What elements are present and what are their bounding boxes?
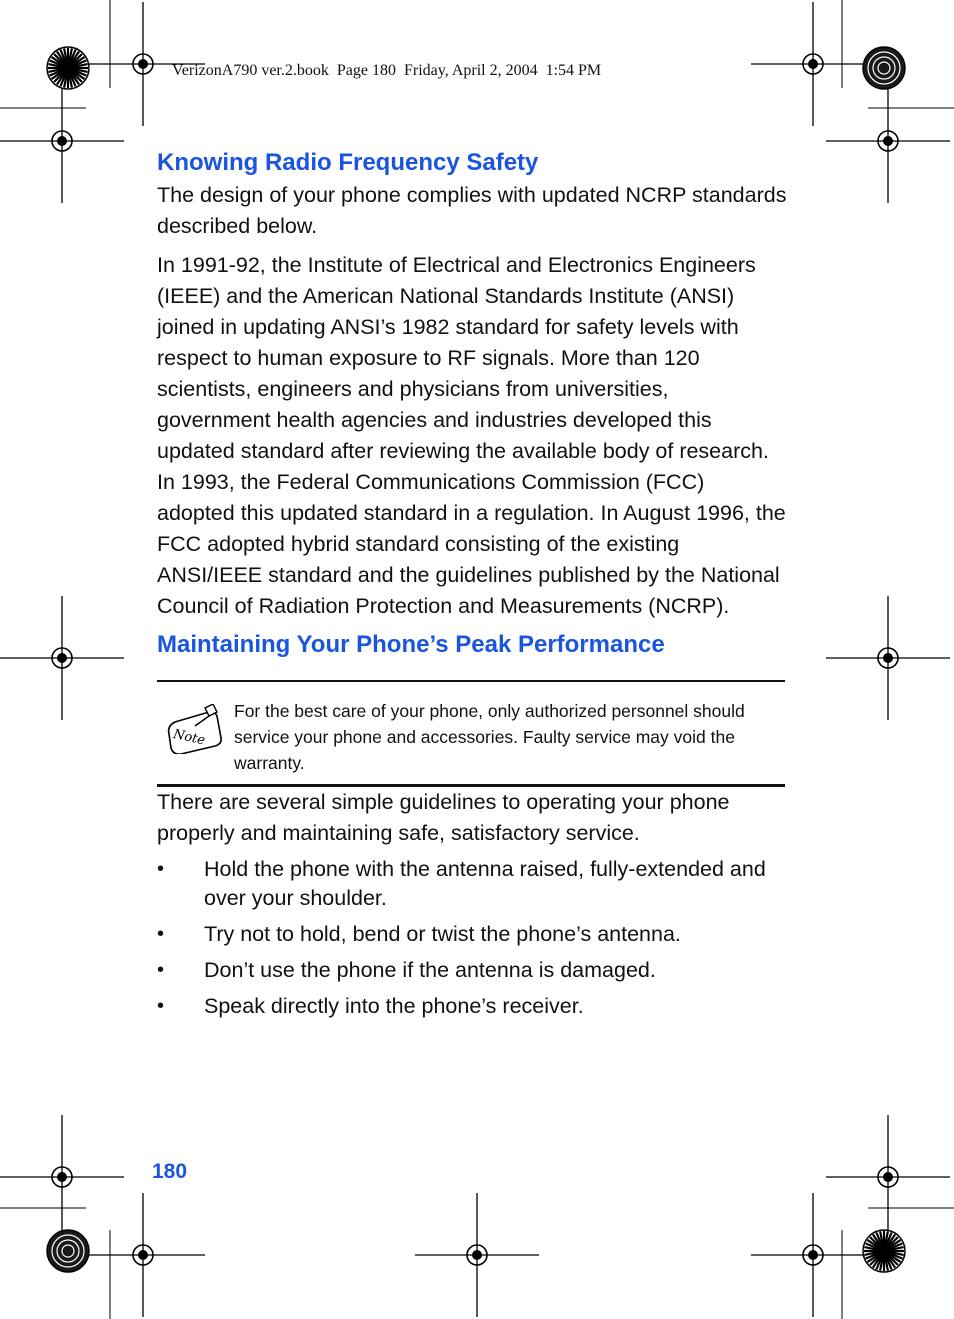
note-pencil-icon — [165, 704, 223, 754]
note-box — [157, 680, 785, 787]
list-item — [157, 992, 787, 1021]
list-item-text: Don’t use the phone if the antenna is damaged. — [204, 958, 656, 982]
guideline-list — [157, 855, 787, 1021]
page-content — [157, 146, 787, 1028]
list-item-text: Try not to hold, bend or twist the phone’s antenna. — [204, 922, 681, 946]
note-icon-label: Note — [171, 726, 207, 749]
performance-intro: There are several simple guidelines to operating your phone properly and maintaining safe, satisfactory service. — [157, 790, 730, 845]
list-item — [157, 956, 787, 985]
bullet: • — [157, 858, 165, 880]
note-text: For the best care of your phone, only authorized personnel should service your phone and accessories. Faulty service may void the warranty. — [234, 701, 745, 773]
bullet: • — [157, 995, 165, 1017]
section-heading-rf-safety: Knowing Radio Frequency Safety — [157, 149, 539, 176]
bullet: • — [157, 959, 165, 981]
rf-safety-history: In 1991-92, the Institute of Electrical and Electronics Engineers (IEEE) and the American National Standards Institute (ANSI) joined in updating ANSI’s 1982 standard for safety levels with respect to human exposure to RF signals. More than 120 scientists, engineers and physicians from universities, government health agencies and industries developed this updated standard after reviewing the available body of research. In 1993, the Federal Communications Commission (FCC) adopted this updated standard in a regulation. In August 1996, the FCC adopted hybrid standard consisting of the existing ANSI/IEEE standard and the guidelines published by the National Council of Radiation Protection and Measurements (NCRP). — [157, 253, 786, 618]
page-number: 180 — [152, 1160, 188, 1183]
list-item — [157, 855, 787, 913]
list-item — [157, 920, 787, 949]
rf-safety-intro: The design of your phone complies with updated NCRP standards described below. — [157, 183, 787, 238]
list-item-text: Speak directly into the phone’s receiver. — [204, 994, 584, 1018]
bullet: • — [157, 923, 165, 945]
print-slug: VerizonA790 ver.2.book Page 180 Friday, April 2, 2004 1:54 PM — [172, 62, 602, 79]
list-item-text: Hold the phone with the antenna raised, fully-extended and over your shoulder. — [204, 857, 766, 910]
section-heading-performance: Maintaining Your Phone’s Peak Performance — [157, 631, 665, 658]
